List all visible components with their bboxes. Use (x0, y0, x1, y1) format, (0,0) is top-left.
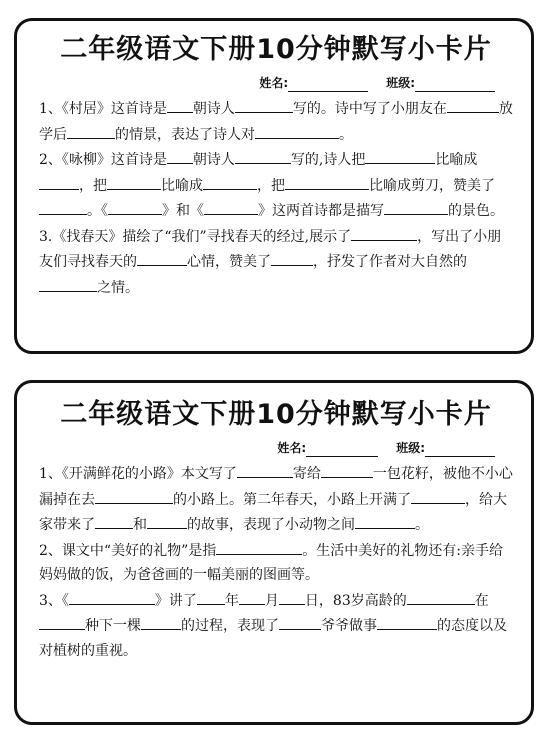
question-text: 爷爷做事 (321, 618, 377, 634)
answer-blank[interactable] (237, 461, 293, 478)
question-text: 1、《开满鲜花的小路》本文写了 (39, 466, 237, 482)
answer-blank[interactable] (411, 487, 465, 504)
answer-blank[interactable] (147, 512, 187, 529)
class-field (396, 439, 495, 457)
question-text: 3.《找春天》描绘了“我们”寻找春天的经过,展示了 (39, 228, 352, 245)
name-blank[interactable] (288, 77, 368, 92)
answer-blank[interactable] (204, 198, 258, 215)
answer-blank[interactable] (279, 613, 321, 630)
dictation-card-2 (14, 380, 534, 725)
question-text: 的过程，表现了 (181, 618, 279, 634)
question-text: 一包花籽，被他不小心漏掉在去 (39, 466, 513, 508)
answer-blank[interactable] (407, 588, 475, 605)
question-text: 的态度以及对植树的重视。 (39, 618, 507, 659)
answer-blank[interactable] (384, 198, 448, 215)
card-title: 二年级语文下册10分钟默写小卡片 (60, 34, 492, 65)
answer-blank[interactable] (39, 198, 87, 215)
question-text: ，把 (257, 177, 285, 194)
answer-blank[interactable] (95, 487, 173, 504)
answer-blank[interactable] (69, 588, 155, 605)
answer-blank[interactable] (235, 96, 293, 113)
question-text: 朝诗人 (192, 101, 235, 117)
question-1 (39, 96, 513, 147)
student-info-row (39, 439, 513, 457)
answer-blank[interactable] (137, 249, 187, 266)
question-text: 放学后 (39, 101, 513, 143)
class-blank[interactable] (415, 77, 495, 92)
answer-blank[interactable] (67, 122, 115, 139)
question-text: 写的。诗中写了小朋友在 (292, 101, 447, 117)
name-label: 姓名: (259, 76, 289, 90)
answer-blank[interactable] (321, 461, 373, 478)
student-info-row (39, 74, 513, 92)
question-text: 比喻成 (435, 152, 478, 168)
question-text: 》这两首诗都是描写 (258, 203, 384, 219)
question-text: 》讲了 (154, 592, 197, 609)
question-text: 》和《 (162, 203, 204, 219)
answer-blank[interactable] (239, 588, 265, 605)
question-text: ，抒发了作者对大自然的 (313, 254, 467, 270)
name-field (259, 74, 368, 92)
answer-blank[interactable] (107, 173, 161, 190)
question-text: 写的,诗人把 (290, 152, 366, 168)
question-text: 的小路上。第二年春天，小路上开满了 (173, 491, 411, 508)
question-text: ，把 (79, 177, 107, 194)
dictation-card-1 (14, 18, 534, 354)
answer-blank[interactable] (108, 198, 162, 215)
class-field (386, 74, 495, 92)
answer-blank[interactable] (39, 173, 79, 190)
question-text: 2、《咏柳》这首诗是 (39, 152, 167, 168)
question-text: 之情。 (97, 279, 139, 296)
class-blank[interactable] (425, 442, 495, 457)
answer-blank[interactable] (203, 173, 257, 190)
answer-blank[interactable] (271, 249, 313, 266)
question-text: 在 (474, 592, 489, 609)
question-text: 的情景，表达了诗人对 (115, 126, 255, 143)
question-3 (39, 588, 513, 664)
name-label: 姓名: (277, 441, 307, 455)
question-text: 比喻成 (161, 177, 203, 194)
question-text: 。 (339, 126, 353, 143)
question-2 (39, 147, 513, 224)
question-text: 种下一棵 (85, 618, 141, 634)
answer-blank[interactable] (351, 224, 417, 241)
question-text: ，写出了小朋友们寻找春天的 (39, 228, 502, 270)
question-text: 2、课文中“美好的礼物”是指 (39, 542, 217, 559)
class-label: 班级: (396, 441, 425, 455)
name-blank[interactable] (306, 442, 378, 457)
question-text: 月 (264, 592, 279, 609)
name-field (277, 439, 378, 457)
question-text: 。 (415, 517, 429, 533)
question-text: ，给大家带来了 (39, 491, 507, 533)
question-text: 心情，赞美了 (187, 254, 271, 270)
answer-blank[interactable] (365, 147, 435, 164)
answer-blank[interactable] (197, 588, 225, 605)
answer-blank[interactable] (285, 173, 369, 190)
answer-blank[interactable] (39, 613, 85, 630)
answer-blank[interactable] (377, 613, 437, 630)
question-text: 比喻成剪刀，赞美了 (369, 177, 495, 194)
question-text: 年 (224, 592, 239, 609)
question-text: 1、《村居》这首诗是 (39, 101, 167, 117)
answer-blank[interactable] (235, 147, 291, 164)
answer-blank[interactable] (39, 275, 97, 292)
question-text: 的故事，表现了小动物之间 (187, 517, 355, 533)
question-text: 。《 (87, 203, 108, 219)
question-2 (39, 538, 513, 588)
answer-blank[interactable] (167, 96, 193, 113)
card-title: 二年级语文下册10分钟默写小卡片 (60, 399, 492, 430)
question-text: 。生活中美好的礼物还有:亲手给妈妈做的饭，为爸爸画的一幅美丽的图画等。 (39, 542, 503, 583)
answer-blank[interactable] (141, 613, 181, 630)
class-label: 班级: (386, 76, 415, 90)
answer-blank[interactable] (216, 538, 302, 555)
question-text: 的景色。 (448, 203, 504, 219)
question-text: 朝诗人 (192, 152, 235, 168)
question-text: 日，83岁高龄的 (304, 592, 407, 609)
question-text: 3、《 (39, 592, 69, 609)
answer-blank[interactable] (279, 588, 305, 605)
answer-blank[interactable] (255, 122, 339, 139)
answer-blank[interactable] (167, 147, 193, 164)
answer-blank[interactable] (95, 512, 133, 529)
question-3 (39, 224, 513, 301)
answer-blank[interactable] (355, 512, 415, 529)
question-text: 寄给 (292, 466, 321, 482)
question-text: 和 (133, 517, 147, 533)
answer-blank[interactable] (447, 96, 499, 113)
question-1 (39, 461, 513, 538)
